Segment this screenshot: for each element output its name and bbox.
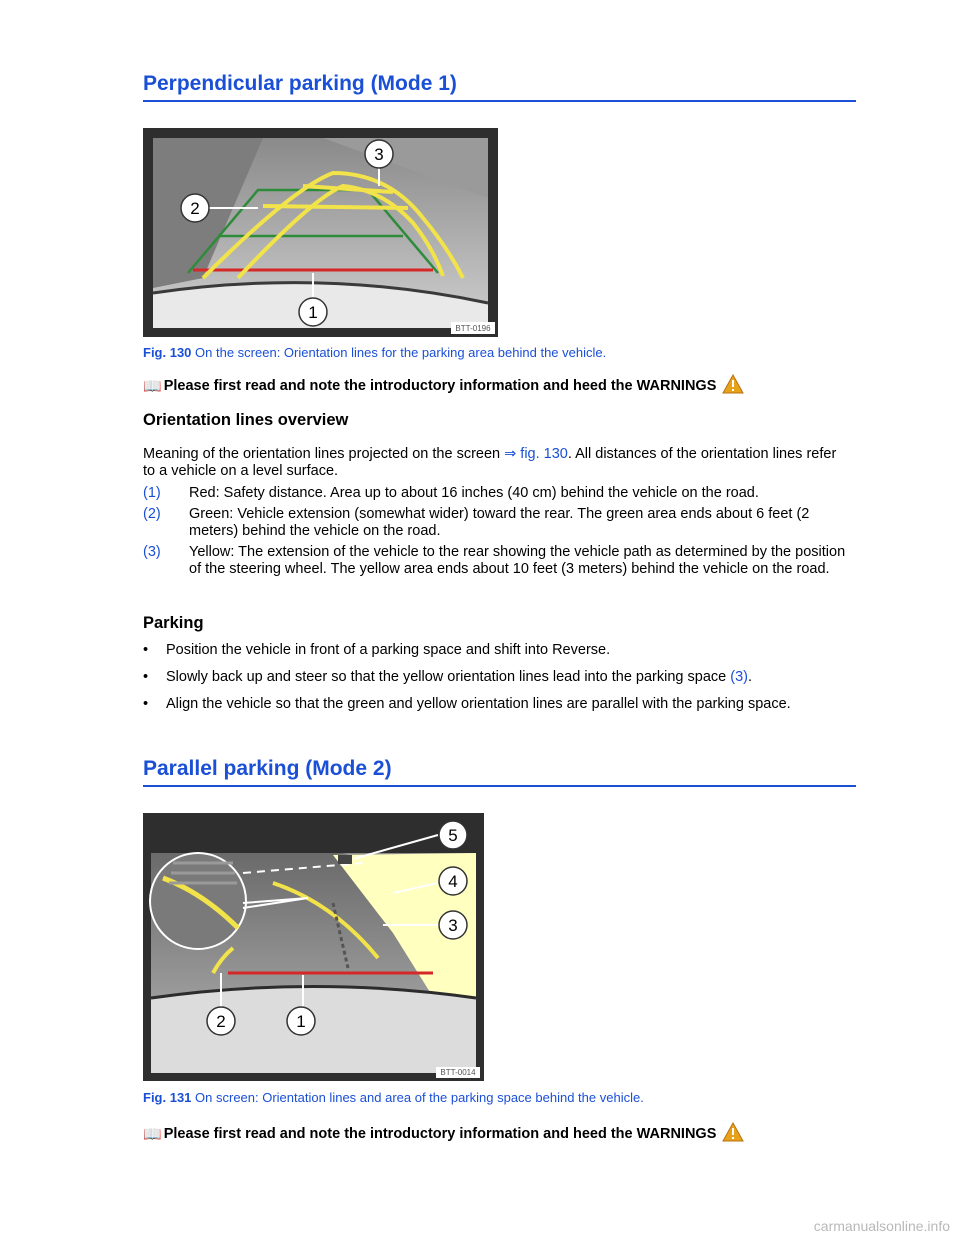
warning-triangle-icon (722, 374, 744, 398)
list-item: • Align the vehicle so that the green and yellow orientation lines are parallel with the parking space. (143, 696, 791, 712)
callout-2-icon (181, 194, 209, 222)
callout-3-icon (439, 911, 467, 939)
section-title-perpendicular: Perpendicular parking (Mode 1) (143, 72, 856, 102)
svg-text:2: 2 (216, 1012, 226, 1031)
section-title-parallel: Parallel parking (Mode 2) (143, 757, 856, 787)
svg-text:2: 2 (190, 199, 200, 218)
figure-131-caption: Fig. 131 On screen: Orientation lines and area of the parking space behind the vehicle. (143, 1090, 644, 1105)
figure-code: BTT-0196 (455, 324, 491, 333)
list-item: • Slowly back up and steer so that the yellow orientation lines lead into the parking space (3). (143, 669, 752, 685)
callout-1-icon (299, 298, 327, 326)
callout-3-link[interactable]: (3) (730, 669, 748, 685)
orientation-lines-list (143, 485, 858, 582)
fig-130-link[interactable]: ⇒ fig. 130 (504, 446, 568, 462)
book-icon: 📖 (143, 1126, 162, 1143)
callout-5-icon (439, 821, 467, 849)
callout-3-icon (365, 140, 393, 168)
book-icon: 📖 (143, 378, 162, 395)
intro-notice-2: 📖 Please first read and note the introductory information and heed the WARNINGS (143, 1122, 744, 1146)
svg-text:1: 1 (296, 1012, 306, 1031)
heading-parking: Parking (143, 614, 204, 632)
figure-code: BTT-0014 (440, 1068, 476, 1077)
callout-1-icon (287, 1007, 315, 1035)
warning-triangle-icon (722, 1122, 744, 1146)
svg-text:5: 5 (448, 826, 458, 845)
figure-131-rear-camera (143, 813, 484, 1081)
list-item: (2) Green: Vehicle extension (somewhat wider) toward the rear. The green area ends about 6 feet (2 meters) behind the vehicle on the road. (143, 506, 810, 539)
heading-orientation-lines: Orientation lines overview (143, 411, 349, 429)
figure-130-rear-camera (143, 128, 498, 337)
svg-text:4: 4 (448, 872, 458, 891)
list-item: (3) Yellow: The extension of the vehicle to the rear showing the vehicle path as determined by the position of the steering wheel. The yellow area ends about 10 feet (3 meters) behind the vehicle on the road. (143, 544, 846, 577)
svg-text:1: 1 (308, 303, 318, 322)
callout-4-icon (439, 867, 467, 895)
callout-2-icon (207, 1007, 235, 1035)
parking-steps (143, 642, 858, 723)
intro-notice: 📖 Please first read and note the introductory information and heed the WARNINGS (143, 374, 744, 398)
list-item: (1) Red: Safety distance. Area up to about 16 inches (40 cm) behind the vehicle on the road. (143, 485, 759, 501)
intro-paragraph: Meaning of the orientation lines projected on the screen ⇒ fig. 130. All distances of the orientation lines refer to a vehicle on a level surface. (143, 446, 837, 479)
list-item: • Position the vehicle in front of a parking space and shift into Reverse. (143, 642, 611, 658)
svg-text:3: 3 (374, 145, 384, 164)
svg-text:3: 3 (448, 916, 458, 935)
figure-130-caption: Fig. 130 On the screen: Orientation lines for the parking area behind the vehicle. (143, 345, 607, 360)
watermark: carmanualsonline.info (813, 1218, 950, 1234)
